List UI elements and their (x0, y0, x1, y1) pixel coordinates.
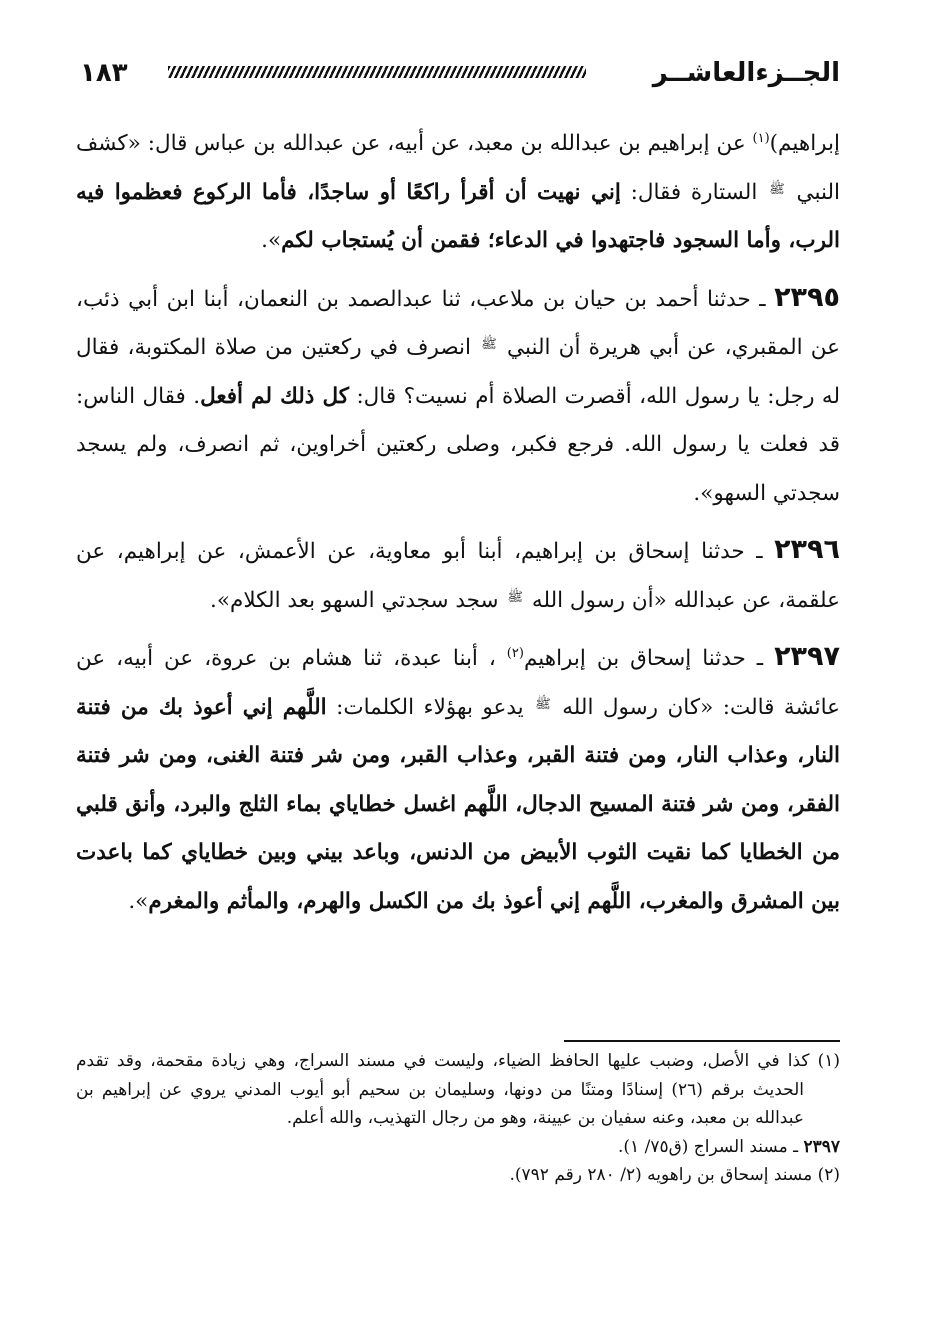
hadith-number: ٢٣٩٦ (774, 534, 840, 565)
running-header-title: الجــزءالعاشــر (652, 58, 840, 88)
footnote-text: ـ مسند السراج (ق٧٥/ ١). (617, 1136, 804, 1157)
text-run: يدعو بهؤلاء الكلمات: (326, 694, 534, 720)
footnote-label: (١) (817, 1051, 840, 1071)
footnote-label: (٢) (817, 1165, 840, 1185)
text-run: ـ حدثنا إسحاق بن إبراهيم (523, 646, 775, 671)
hadith-number: ٢٣٩٥ (774, 281, 840, 313)
quoted-text-bold: اللَّهم إني أعوذ بك من فتنة النار، وعذاب النار، ومن فتنة القبر، وعذاب القبر، ومن شر فتنة الغنى، ومن شر فتنة الفقر، ومن شر فتنة المسيح الدجال، اللَّهم اغسل خطاياي بماء الثلج والبرد، وأنق قلبي من الخطايا كما نقيت الثوب الأبيض من الدنس، وباعد بيني وبين خطاياي كما باعدت بين المشرق والمغرب، اللَّهم إني أعوذ بك من الكسل والهرم، والمأثم والمغرم (76, 694, 840, 914)
salutation-ligature: ﷺ (769, 181, 785, 197)
footnote-label: ٢٣٩٧ (803, 1136, 840, 1157)
text-run: انصرف في ركعتين من صلاة المكتوبة، فقال له رجل: يا رسول الله، أقصرت الصلاة أم نسيت؟ قال: (76, 335, 840, 409)
footnote-fn1 (76, 1047, 840, 1133)
text-run: إبراهيم) (769, 131, 840, 156)
quoted-text-bold: إني نهيت أن أقرأ راكعًا أو ساجدًا، فأما الركوع فعظموا فيه الرب، وأما السجود فاجتهدوا في الدعاء؛ فقمن أن يُستجاب لكم (76, 179, 840, 253)
text-run: سجد سجدتي السهو بعد الكلام». (210, 587, 506, 613)
text-run: ـ حدثنا إسحاق بن إبراهيم، أبنا أبو معاوية، عن الأعمش، عن إبراهيم، عن علقمة، عن عبدالله «أن رسول الله (76, 539, 840, 613)
footnotes (76, 1047, 840, 1190)
header-decorative-rule (168, 66, 586, 78)
text-run: . فقال الناس: قد فعلت يا رسول الله. فرجع فكبر، وصلى ركعتين أخراوين، ثم انصرف، ولم يسجد سجدتي السهو». (76, 383, 840, 506)
main-text (76, 120, 840, 926)
footnote-marker: (٢) (506, 645, 524, 661)
hadith-paragraph-p2396 (76, 526, 840, 625)
salutation-ligature: ﷺ (535, 696, 551, 712)
footnote-marker: (١) (752, 130, 770, 146)
footnote-fn2397 (76, 1133, 840, 1162)
salutation-ligature: ﷺ (507, 589, 524, 605)
footnote-text: مسند إسحاق بن راهويه (٢/ ٢٨٠ رقم ٧٩٢). (509, 1165, 818, 1185)
text-run: ـ حدثنا أحمد بن حيان بن ملاعب، ثنا عبدالصمد بن النعمان، أبنا ابن أبي ذئب، عن المقبري، عن أبي هريرة أن النبي (76, 286, 840, 360)
text-run: ، أبنا عبدة، ثنا هشام بن عروة، عن أبيه، عن عائشة قالت: «كان رسول الله (76, 646, 840, 720)
hadith-paragraph-p2397 (76, 633, 840, 926)
quoted-text-bold: كل ذلك لم أفعل (200, 383, 349, 409)
hadith-number: ٢٣٩٧ (774, 641, 840, 672)
text-run: ». (128, 888, 149, 914)
footnote-separator (564, 1040, 840, 1042)
footnote-fn2 (76, 1161, 840, 1190)
text-run: عن إبراهيم بن عبدالله بن معبد، عن أبيه، عن عبدالله بن عباس قال: «كشف النبي (76, 131, 840, 205)
text-run: الستارة فقال: (620, 179, 768, 205)
salutation-ligature: ﷺ (481, 337, 497, 352)
hadith-paragraph-p2394 (76, 120, 840, 266)
footnote-text: كذا في الأصل، وضبب عليها الحافظ الضياء، وليست في مسند السراج، وهي زيادة مقحمة، وقد تقدم الحديث برقم (٢٦) إسنادًا ومتنًا من دونها، وسليمان بن سحيم أبو أيوب المدني يروي عن إبراهيم بن عبدالله بن معبد، وعنه سفيان بن عيينة، وهو من رجال التهذيب، والله أعلم. (76, 1051, 818, 1128)
hadith-paragraph-p2395 (76, 274, 840, 519)
page-number: ١٨٣ (80, 58, 128, 88)
text-run: ». (261, 228, 282, 253)
